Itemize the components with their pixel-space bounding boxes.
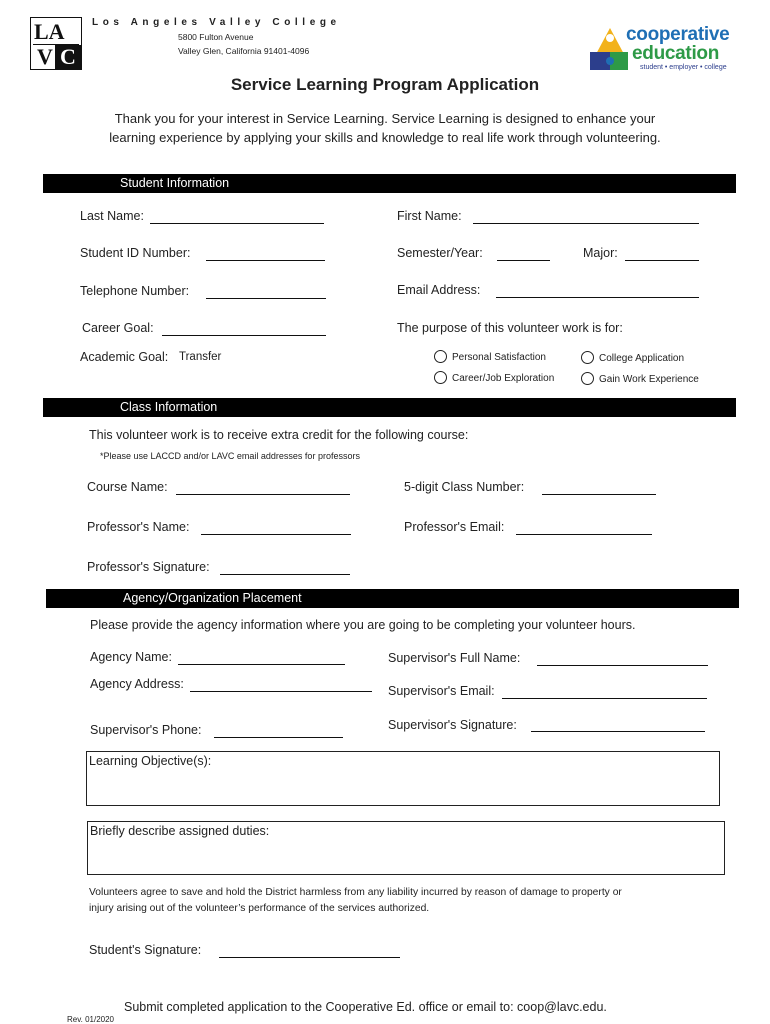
assigned-duties-box[interactable] — [87, 821, 725, 875]
intro-line2: learning experience by applying your skills and knowledge to real life work through volunteering. — [109, 130, 661, 145]
agency-intro: Please provide the agency information where you are going to be completing your volunteer hours. — [90, 618, 636, 632]
professor-name-field[interactable] — [201, 534, 351, 535]
semester-year-label: Semester/Year: — [397, 246, 483, 260]
major-field[interactable] — [625, 260, 699, 261]
option-career-job-exploration: Career/Job Exploration — [452, 373, 555, 384]
professor-email-field[interactable] — [516, 534, 652, 535]
logo-tagline: student • employer • college — [640, 64, 727, 71]
agency-name-field[interactable] — [178, 664, 345, 665]
student-id-field[interactable] — [206, 260, 325, 261]
major-label: Major: — [583, 246, 618, 260]
option-gain-work-experience: Gain Work Experience — [599, 374, 699, 385]
section-bar-agency — [46, 589, 739, 608]
section-bar-student — [43, 174, 736, 193]
first-name-field[interactable] — [473, 223, 699, 224]
radio-personal-satisfaction[interactable] — [434, 350, 447, 363]
supervisor-phone-field[interactable] — [214, 737, 343, 738]
supervisor-signature-field[interactable] — [531, 731, 705, 732]
address-line1: 5800 Fulton Avenue — [178, 32, 254, 42]
supervisor-signature-label: Supervisor's Signature: — [388, 718, 517, 732]
college-name: Los Angeles Valley College — [92, 17, 341, 28]
cooperative-education-logo — [590, 26, 740, 74]
section-title-agency: Agency/Organization Placement — [123, 591, 302, 605]
supervisor-email-field[interactable] — [502, 698, 707, 699]
class-number-field[interactable] — [542, 494, 656, 495]
semester-year-field[interactable] — [497, 260, 550, 261]
supervisor-email-label: Supervisor's Email: — [388, 684, 495, 698]
agency-name-label: Agency Name: — [90, 650, 172, 664]
agency-address-label: Agency Address: — [90, 677, 184, 691]
logo-c-block — [55, 45, 81, 69]
logo-letter-c: C — [60, 44, 76, 69]
supervisor-name-field[interactable] — [537, 665, 708, 666]
student-signature-field[interactable] — [219, 957, 400, 958]
assigned-duties-label: Briefly describe assigned duties: — [90, 824, 270, 838]
professor-signature-label: Professor's Signature: — [87, 560, 210, 574]
radio-gain-work-experience[interactable] — [581, 372, 594, 385]
supervisor-name-label: Supervisor's Full Name: — [388, 651, 521, 665]
supervisor-phone-label: Supervisor's Phone: — [90, 723, 202, 737]
logo-letter-v: V — [37, 44, 53, 69]
email-label: Email Address: — [397, 283, 481, 297]
class-number-label: 5-digit Class Number: — [404, 480, 525, 494]
course-name-label: Course Name: — [87, 480, 168, 494]
email-field[interactable] — [496, 297, 699, 298]
class-intro: This volunteer work is to receive extra credit for the following course: — [89, 428, 469, 442]
academic-goal-label: Academic Goal: — [80, 350, 169, 364]
submit-instructions: Submit completed application to the Cooperative Ed. office or email to: coop@lavc.edu. — [124, 1000, 607, 1014]
learning-objectives-box[interactable] — [86, 751, 720, 806]
professor-name-label: Professor's Name: — [87, 520, 190, 534]
agency-address-field[interactable] — [190, 691, 372, 692]
logo-letters-la: LA — [34, 19, 65, 44]
telephone-label: Telephone Number: — [80, 284, 190, 298]
section-title-student: Student Information — [120, 176, 230, 190]
course-name-field[interactable] — [176, 494, 350, 495]
purpose-label: The purpose of this volunteer work is for: — [397, 321, 623, 335]
first-name-label: First Name: — [397, 209, 462, 223]
disclaimer-line1: Volunteers agree to save and hold the District harmless from any liability incurred by reason of damage to property or — [89, 887, 622, 898]
last-name-label: Last Name: — [80, 209, 144, 223]
logo-word-education: education — [632, 43, 720, 64]
revision-date: Rev. 01/2020 — [67, 1015, 114, 1024]
intro-line1: Thank you for your interest in Service Learning. Service Learning is designed to enhance your — [114, 111, 656, 126]
radio-career-job-exploration[interactable] — [434, 371, 447, 384]
last-name-field[interactable] — [150, 223, 324, 224]
professor-email-note: *Please use LACCD and/or LAVC email addresses for professors — [100, 451, 360, 461]
professor-signature-field[interactable] — [220, 574, 350, 575]
career-goal-label: Career Goal: — [82, 321, 154, 335]
career-goal-field[interactable] — [162, 335, 326, 336]
puzzle-figure-icon — [590, 26, 630, 72]
option-college-application: College Application — [599, 353, 685, 364]
radio-college-application[interactable] — [581, 351, 594, 364]
academic-goal-value[interactable]: Transfer — [179, 351, 222, 363]
student-id-label: Student ID Number: — [80, 246, 191, 260]
telephone-field[interactable] — [206, 298, 326, 299]
section-title-class: Class Information — [120, 400, 218, 414]
learning-objectives-label: Learning Objective(s): — [89, 754, 212, 768]
disclaimer-line2: injury arising out of the volunteer’s performance of the services authorized. — [89, 903, 430, 914]
professor-email-label: Professor's Email: — [404, 520, 505, 534]
logo-word-cooperative: cooperative — [626, 24, 730, 45]
option-personal-satisfaction: Personal Satisfaction — [452, 352, 546, 363]
page-title: Service Learning Program Application — [230, 75, 540, 94]
student-signature-label: Student's Signature: — [89, 943, 202, 957]
section-bar-class — [43, 398, 736, 417]
address-line2: Valley Glen, California 91401-4096 — [178, 46, 310, 56]
lavc-logo — [30, 17, 82, 70]
